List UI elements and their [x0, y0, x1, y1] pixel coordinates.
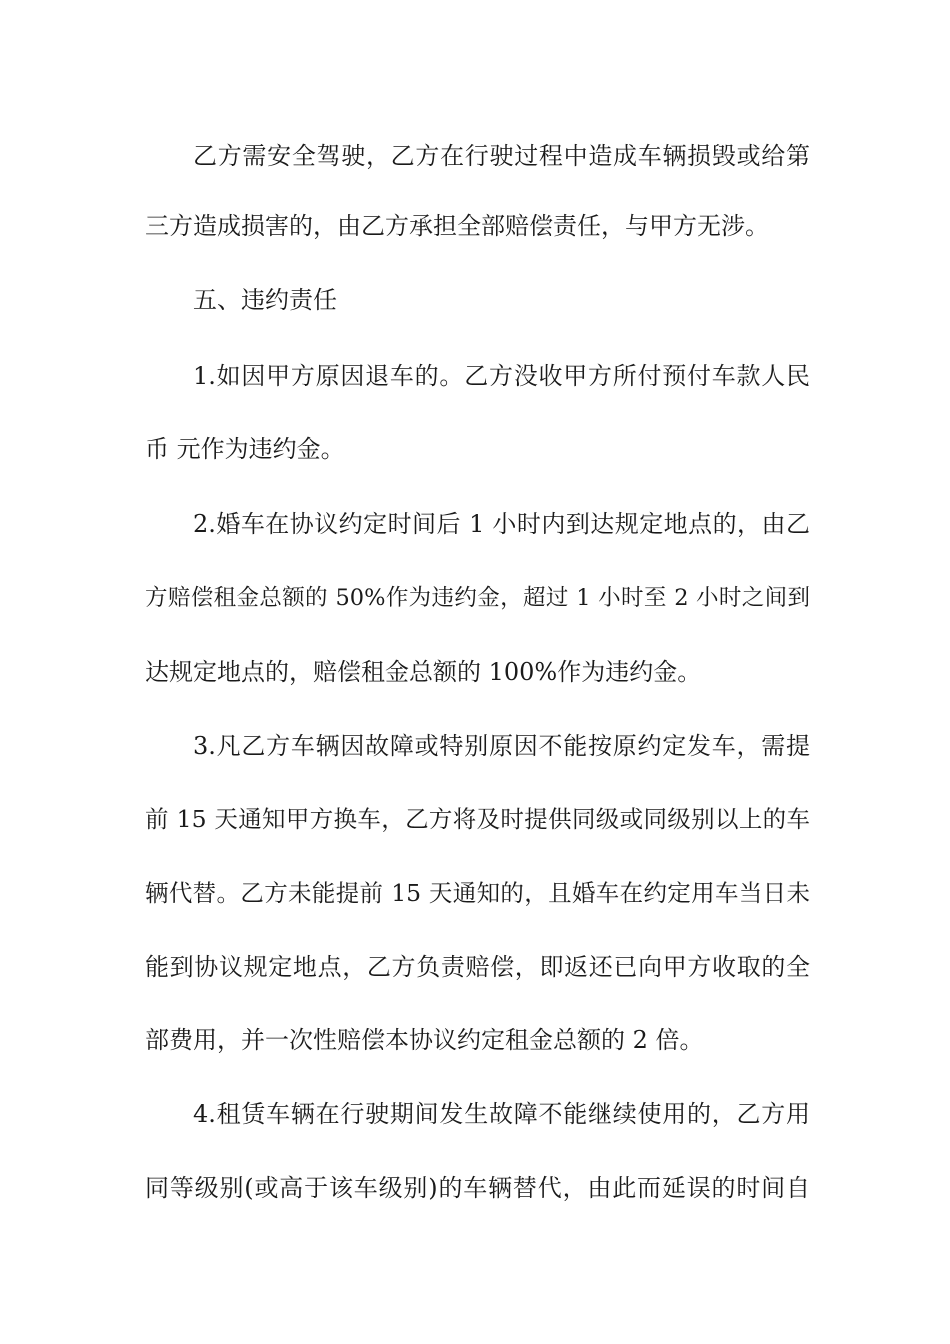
paragraph-line: 1.如因甲方原因退车的。乙方没收甲方所付预付车款人民	[193, 362, 810, 390]
paragraph-line: 3.凡乙方车辆因故障或特别原因不能按原约定发车，需提	[193, 732, 810, 760]
paragraph-line: 达规定地点的，赔偿租金总额的 100%作为违约金。	[145, 658, 702, 686]
paragraph-line: 部费用，并一次性赔偿本协议约定租金总额的 2 倍。	[145, 1026, 704, 1054]
paragraph-line: 同等级别(或高于该车级别)的车辆替代，由此而延误的时间自	[145, 1174, 810, 1202]
paragraph-line: 能到协议规定地点，乙方负责赔偿，即返还已向甲方收取的全	[145, 953, 810, 981]
paragraph-line: 方赔偿租金总额的 50%作为违约金，超过 1 小时至 2 小时之间到	[145, 585, 810, 611]
paragraph-line: 币 元作为违约金。	[145, 435, 345, 463]
paragraph-line: 乙方需安全驾驶，乙方在行驶过程中造成车辆损毁或给第	[193, 142, 810, 170]
paragraph-line: 三方造成损害的，由乙方承担全部赔偿责任，与甲方无涉。	[145, 212, 769, 240]
section-heading: 五、违约责任	[193, 286, 337, 314]
paragraph-line: 4.租赁车辆在行驶期间发生故障不能继续使用的，乙方用	[193, 1100, 810, 1128]
paragraph-line: 前 15 天通知甲方换车，乙方将及时提供同级或同级别以上的车	[145, 805, 810, 833]
paragraph-line: 2.婚车在协议约定时间后 1 小时内到达规定地点的，由乙	[193, 510, 810, 538]
paragraph-line: 辆代替。乙方未能提前 15 天通知的，且婚车在约定用车当日未	[145, 879, 810, 907]
